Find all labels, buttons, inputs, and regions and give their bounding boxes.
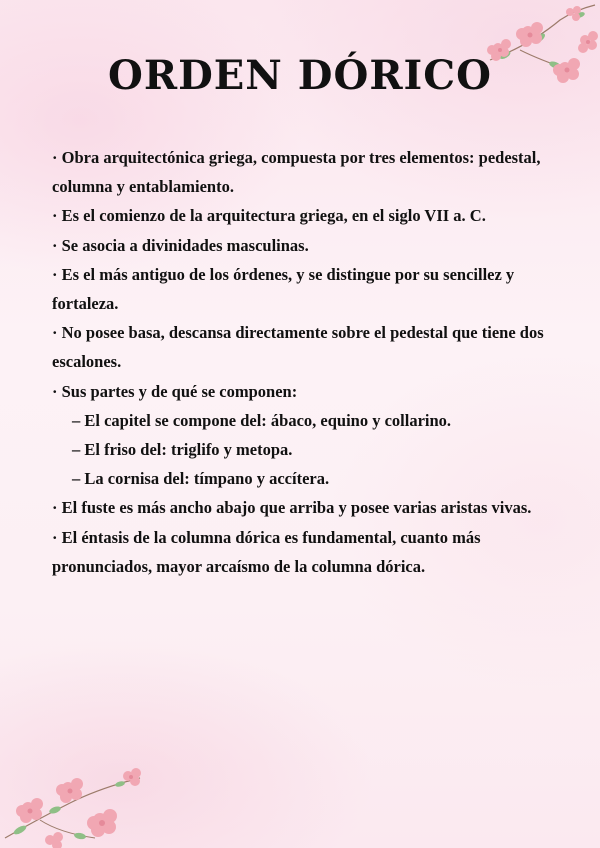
bullet-line: · El éntasis de la columna dórica es fundamental, cuanto más pronunciados, mayor arcaísmo de la columna dórica.	[52, 527, 481, 576]
bullet-line: · Es el comienzo de la arquitectura griega, en el siglo VII a. C.	[52, 206, 486, 226]
sub-bullet-line: – El capitel se compone del: ábaco, equino y collarino.	[72, 410, 452, 430]
bullet-line: · Es el más antiguo de los órdenes, y se distingue por su sencillez y fortaleza.	[52, 264, 515, 314]
bullet-line: · Se asocia a divinidades masculinas.	[52, 235, 309, 255]
sub-bullet-line: – El friso del: triglifo y metopa.	[72, 440, 293, 460]
floral-decoration-bottom-left	[0, 748, 150, 848]
bullet-line: · No posee basa, descansa directamente sobre el pedestal que tiene dos escalones.	[52, 323, 544, 372]
bullet-line: · Sus partes y de qué se componen:	[52, 381, 298, 401]
bullet-line: · El fuste es más ancho abajo que arriba y posee varias aristas vivas.	[52, 498, 532, 518]
bullet-line: · Obra arquitectónica griega, compuesta por tres elementos: pedestal, columna y entablamiento.	[52, 148, 541, 197]
sub-bullet-line: – La cornisa del: tímpano y accítera.	[72, 469, 330, 489]
page-title: ORDEN DÓRICO	[108, 52, 492, 99]
document-body	[52, 143, 552, 581]
